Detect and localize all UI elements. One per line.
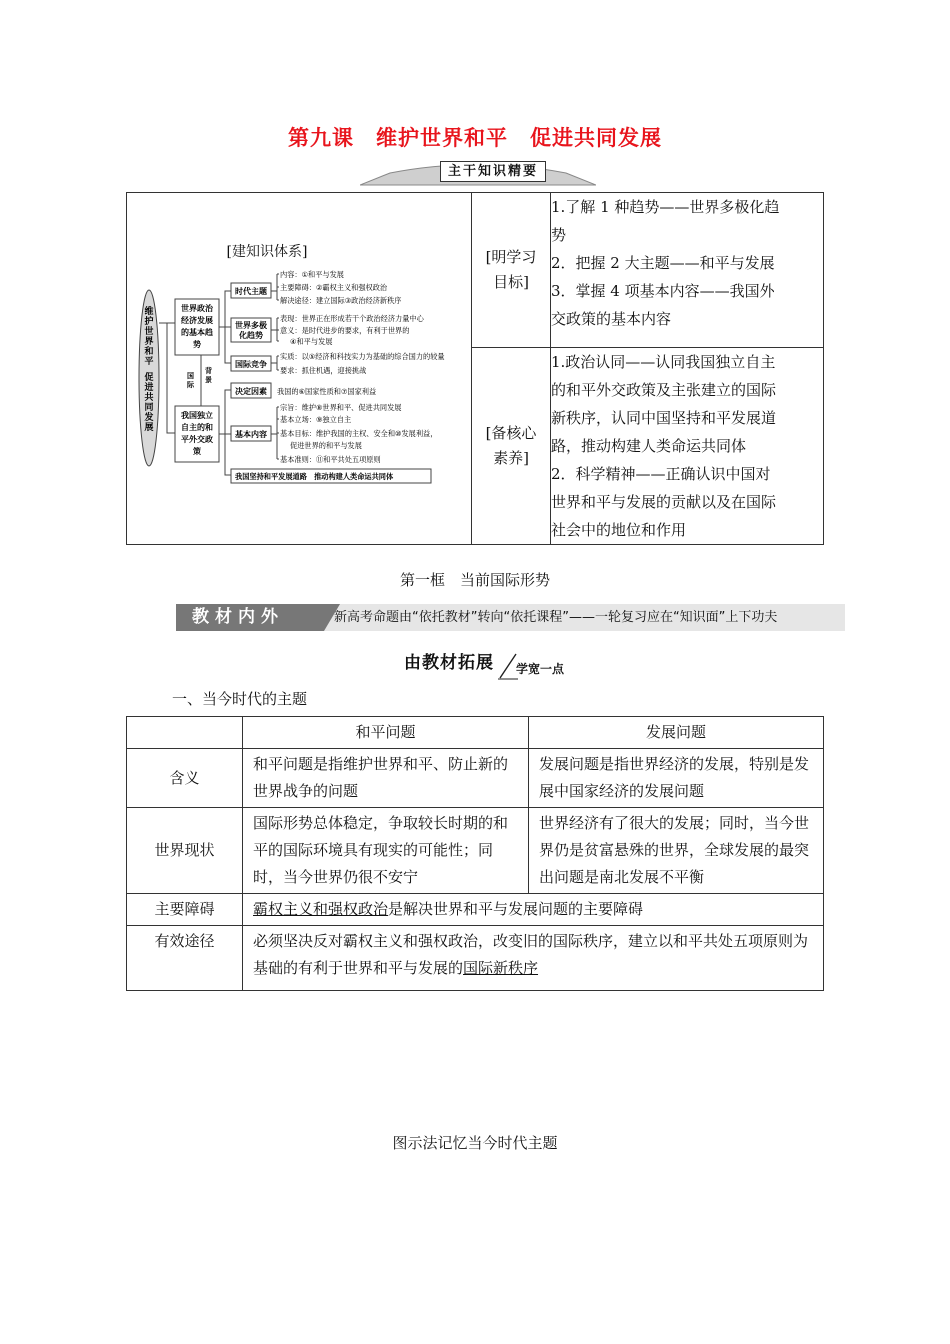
table-row [127,926,824,991]
mindmap-node-basic: 基本内容 [235,430,267,439]
root-char: 促 [144,373,154,383]
section-banner [360,158,596,186]
row-label: 世界现状 [127,808,243,894]
root-char: 平 [144,357,154,367]
obstacle-underlined: 霸权主义和强权政治 [253,900,389,918]
extend-heading: 由教材拓展 [404,653,494,673]
row-label: 含义 [127,749,243,808]
banner-label: 主干知识精要 [440,161,546,182]
goal-line: 交政策的基本内容 [551,310,672,328]
literacy-label-line: [备核心 [485,424,537,442]
path-text: 必须坚决反对霸权主义和强权政治，改变旧的国际秩序，建立以和平共处五项原则为基础的有利于世界和平与发展的 [253,932,809,977]
literacy-line: 路，推动构建人类命运共同体 [551,437,747,455]
section-heading: 一、当今时代的主题 [172,690,308,708]
literacy-label [472,348,551,545]
root-char: 和 [144,347,154,357]
mindmap-basic-line: 基本准则：⑪和平共处五项原则 [280,455,381,464]
mindmap-decide-line: 我国的⑥国家性质和⑦国家利益 [277,387,377,396]
mindmap-multipolar-line: ④和平与发展 [290,337,333,346]
mindmap-competition-line: 实质：以⑤经济和科技实力为基础的综合国力的较量 [280,352,445,361]
literacy-line: 2．科学精神——正确认识中国对 [551,465,771,483]
goal-line: 3．掌握 4 项基本内容——我国外 [551,282,775,300]
root-char: 共 [144,393,154,403]
mindmap-node-multipolar: 世界多极 [235,321,267,330]
table-header-row [127,717,824,749]
mindmap-branch2-line: 平外交政 [181,435,213,444]
extend-slash-icon [498,652,518,680]
root-char: 护 [144,317,154,327]
literacy-content [551,348,824,545]
root-char: 世 [144,327,154,337]
literacy-line: 1.政治认同——认同我国独立自主 [551,353,776,371]
mindmap-branch2-line: 策 [193,447,201,456]
mindmap-link-char: 际 [187,381,194,389]
mindmap-node-competition: 国际竞争 [235,360,267,369]
mindmap-link-char: 景 [205,376,212,384]
literacy-line: 新秩序，认同中国坚持和平发展道 [551,409,777,427]
row-label: 有效途径 [127,926,243,991]
mindmap-multipolar-line: 意义：是时代进步的要求，有利于世界的 [280,326,410,335]
mindmap-link-char: 国 [187,372,194,380]
overview-table [126,192,824,545]
theme-table [126,716,824,991]
mindmap-last-line: 我国坚持和平发展道路 推动构建人类命运共同体 [235,472,394,481]
root-char: 界 [144,337,154,347]
peace-cell: 和平问题是指维护世界和平、防止新的世界战争的问题 [243,749,529,808]
literacy-line: 的和平外交政策及主张建立的国际 [551,381,777,399]
table-header-cell [127,717,243,749]
mindmap-branch1-line: 势 [193,340,201,349]
extend-subheading: 学宽一点 [516,662,565,676]
root-char: 同 [144,403,154,413]
mindmap-branch1-line: 经济发展 [181,316,213,325]
goals-label [472,193,551,348]
literacy-label-line: 素养] [493,449,529,467]
row-label: 主要障碍 [127,894,243,926]
peace-cell: 国际形势总体稳定，争取较长时期的和平的国际环境具有现实的可能性；同时，当今世界仍很不安宁 [243,808,529,894]
mindmap-node-decide: 决定因素 [235,387,267,396]
mindmap-link-char: 背 [205,367,212,375]
table-row [127,749,824,808]
obstacle-text: 是解决世界和平与发展问题的主要障碍 [388,900,644,918]
mindmap-branch1-line: 的基本趋 [181,328,213,337]
map-title: [建知识体系] [226,244,308,260]
development-cell: 世界经济有了很大的发展；同时，当今世界仍是贫富悬殊的世界，全球发展的最突出问题是南北发展不平衡 [529,808,824,894]
goals-label-line: 目标] [493,273,529,291]
path-cell [243,926,824,991]
textbook-banner [176,604,845,631]
table-row [127,894,824,926]
mindmap-branch2-line: 我国独立 [181,411,213,420]
mindmap-node-multipolar: 化趋势 [239,331,263,340]
root-char: 进 [144,383,154,393]
table-row [127,808,824,894]
knowledge-mindmap [127,193,471,543]
textbook-banner-text: 新高考命题由“依托教材”转向“依托课程”——一轮复习应在“知识面”上下功夫 [322,604,845,631]
goal-line: 势 [551,226,567,244]
goal-line: 2．把握 2 大主题——和平与发展 [551,254,775,272]
mindmap-basic-line: 基本立场：⑨独立自主 [280,415,352,424]
goals-label-line: [明学习 [485,248,537,266]
root-char: 展 [144,423,154,433]
path-underlined: 国际新秩序 [463,959,539,977]
root-char: 维 [144,307,154,317]
table-header-cell: 和平问题 [243,717,529,749]
mindmap-era-line: 主要障碍：②霸权主义和强权政治 [280,283,388,292]
development-cell: 发展问题是指世界经济的发展，特别是发展中国家经济的发展问题 [529,749,824,808]
mindmap-node-era: 时代主题 [235,287,267,296]
obstacle-cell [243,894,824,926]
literacy-line: 社会中的地位和作用 [551,521,687,539]
page-title: 第九课 维护世界和平 促进共同发展 [288,126,662,150]
subtitle: 第一框 当前国际形势 [399,571,550,589]
goal-line: 1.了解 1 种趋势——世界多极化趋 [551,198,780,216]
mindmap-branch2-line: 自主的和 [181,423,213,432]
knowledge-map-cell [127,193,472,545]
footer-caption: 图示法记忆当今时代主题 [392,1134,558,1152]
mindmap-competition-line: 要求：抓住机遇，迎接挑战 [280,366,367,375]
mindmap-basic-line: 促进世界的和平与发展 [290,441,362,450]
mindmap-multipolar-line: 表现：世界正在形成若干个政治经济力量中心 [280,314,424,323]
mindmap-basic-line: 宗旨：维护⑧世界和平、促进共同发展 [280,403,402,412]
mindmap-era-line: 内容：①和平与发展 [280,270,344,279]
root-char: 发 [144,413,154,423]
goals-content [551,193,824,348]
table-header-cell: 发展问题 [529,717,824,749]
mindmap-basic-line: 基本目标：维护我国的主权、安全和⑩发展利益， [280,429,438,438]
mindmap-era-line: 解决途径：建立国际③政治经济新秩序 [280,296,402,305]
textbook-banner-label: 教材内外 [192,607,284,627]
mindmap-branch1-line: 世界政治 [181,304,213,313]
literacy-line: 世界和平与发展的贡献以及在国际 [551,493,777,511]
